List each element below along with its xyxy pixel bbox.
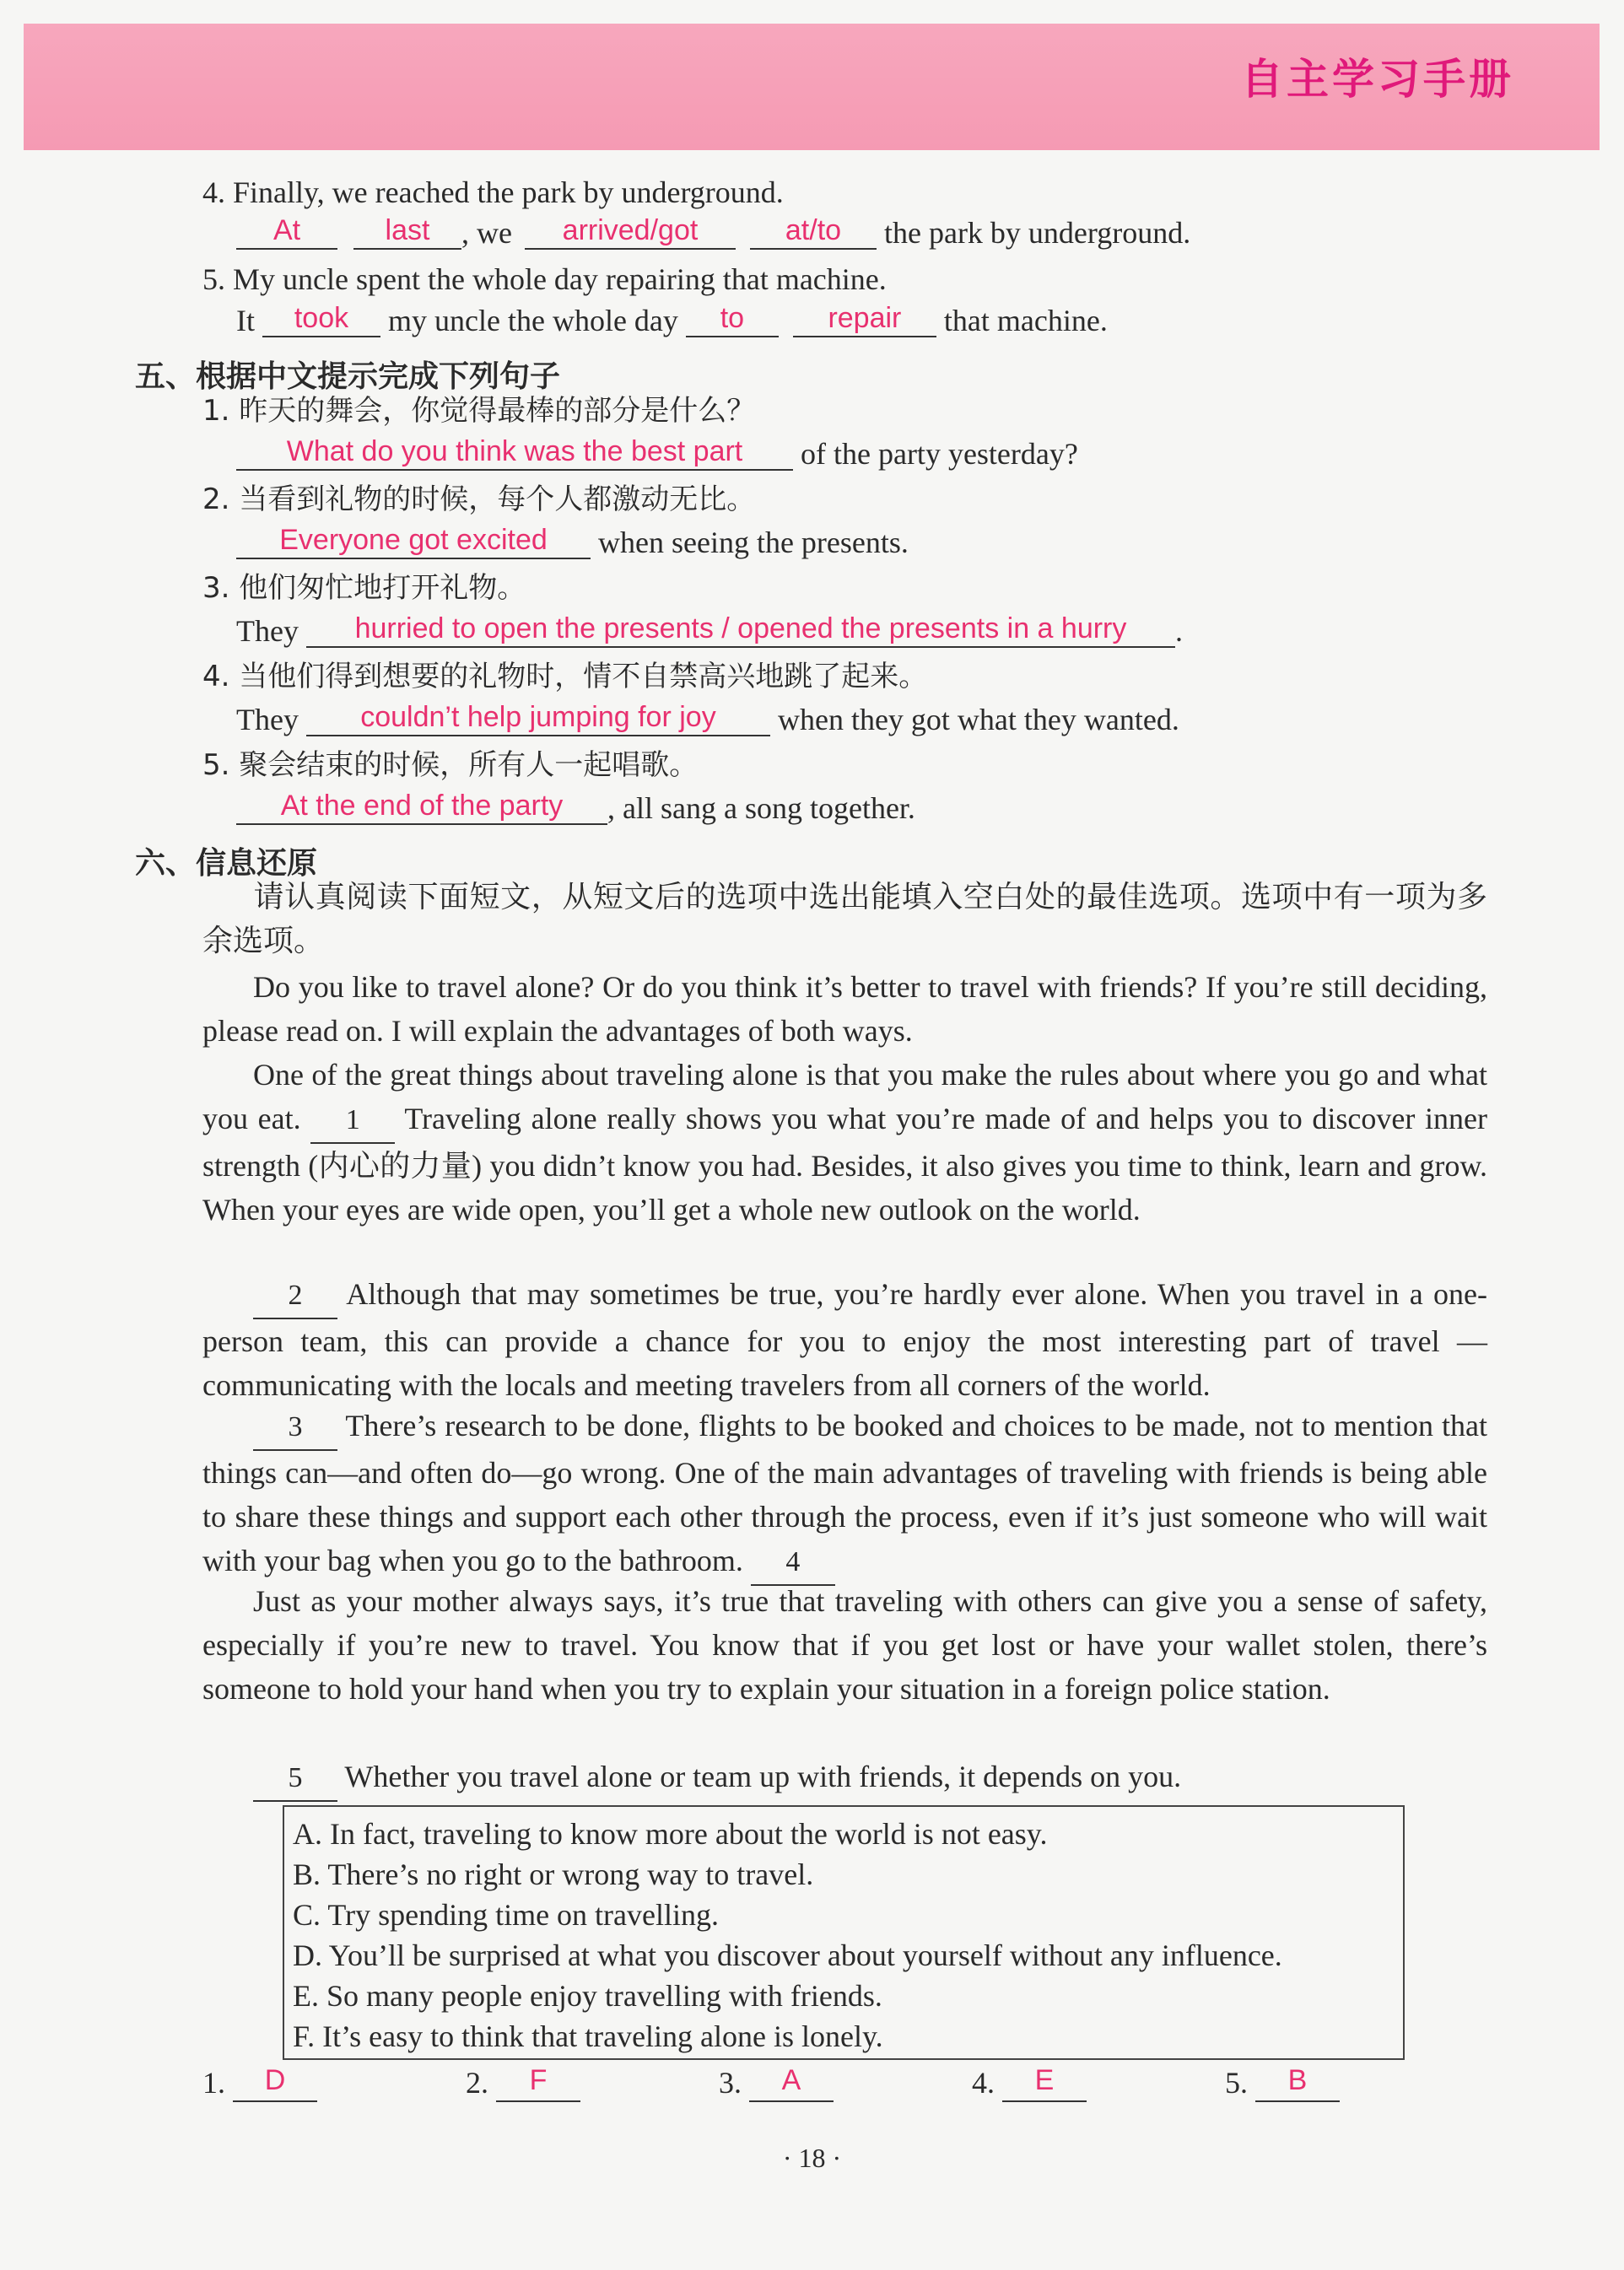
s5-q4-answer[interactable]: couldn’t help jumping for joy (306, 703, 770, 736)
option-f: F. It’s easy to think that traveling alone is lonely. (293, 2019, 883, 2053)
q4-answer-line (236, 214, 1191, 253)
s5-q3-tail: . (1174, 614, 1183, 648)
answer-3-value[interactable]: A (749, 2064, 834, 2102)
s5-q5-answer[interactable]: At the end of the party (236, 791, 607, 825)
answer-1-value[interactable]: D (233, 2064, 317, 2102)
passage-blank-2: 2 (253, 1274, 337, 1319)
answer-4-value[interactable]: E (1002, 2064, 1087, 2102)
q5-pre: It (236, 304, 255, 337)
q5-mid: my uncle the whole day (388, 304, 678, 337)
s5-q4-pre: They (236, 703, 299, 736)
q4-blank-4[interactable]: at/to (750, 216, 877, 250)
section6-heading: 六、信息还原 (135, 846, 318, 881)
q4-blank-3[interactable]: arrived/got (525, 216, 736, 250)
option-c: C. Try spending time on travelling. (293, 1898, 720, 1932)
s5-q2-answer-line (236, 524, 909, 563)
s5-q2-cn: 2. 当看到礼物的时候，每个人都激动无比。 (202, 483, 756, 516)
s5-q3-cn: 3. 他们匆忙地打开礼物。 (202, 571, 526, 605)
q4-blank-1[interactable]: At (236, 216, 337, 250)
s5-q4-tail: when they got what they wanted. (777, 703, 1179, 736)
s5-q4-cn: 4. 当他们得到想要的礼物时，情不自禁高兴地跳了起来。 (202, 660, 928, 693)
q5-blank-3[interactable]: repair (793, 304, 936, 337)
s6-paragraph-4: 3 There’s research to be done, flights to be booked and choices to be made, not to mention that things can—and often do—go wrong. One of the main advantages of traveling with friends is being able to share these things and support each other through the process, even if it’s just someone who will wait with your bag when you go to the bathroom. 4 (202, 1404, 1487, 1586)
section5-heading: 五、根据中文提示完成下列句子 (135, 359, 561, 394)
passage-blank-5: 5 (253, 1756, 337, 1802)
answer-2: 2. F (466, 2065, 580, 2106)
q5-blank-2[interactable]: to (686, 304, 779, 337)
s5-q5-answer-line (236, 790, 915, 828)
s5-q1-answer-line (236, 435, 1078, 474)
answer-2-value[interactable]: F (496, 2064, 580, 2102)
s5-q1-tail: of the party yesterday? (801, 437, 1078, 471)
answer-1: 1. D (202, 2065, 317, 2106)
option-d: D. You’ll be surprised at what you discover about yourself without any influence. (293, 1938, 1282, 1972)
option-b: B. There’s no right or wrong way to travel. (293, 1858, 814, 1891)
q5-blank-1[interactable]: took (262, 304, 380, 337)
s5-q3-pre: They (236, 614, 299, 648)
s6-instruction: 请认真阅读下面短文，从短文后的选项中选出能填入空白处的最佳选项。选项中有一项为多余选项。 (202, 880, 1487, 958)
answer-5: 5. B (1225, 2065, 1340, 2106)
s6-paragraph-2: One of the great things about traveling alone is that you make the rules about where you go and what you eat. 1 Traveling alone really shows you what you’re made of and helps you to discover inner strength (内心的力量) you didn’t know you had. Besides, it also gives you time to think, learn and grow. When your eyes are wide open, you’ll get a whole new outlook on the world. (202, 1058, 1487, 1227)
s5-q3-answer[interactable]: hurried to open the presents / opened the presents in a hurry (306, 614, 1175, 648)
s5-q5-cn: 5. 聚会结束的时候，所有人一起唱歌。 (202, 748, 699, 782)
answer-5-value[interactable]: B (1255, 2064, 1340, 2102)
s5-q3-answer-line (236, 612, 1183, 651)
passage-blank-1: 1 (310, 1098, 395, 1144)
q4-prompt: 4. Finally, we reached the park by underground. (202, 175, 784, 209)
passage-blank-3: 3 (253, 1405, 337, 1451)
header-title: 自主学习手册 (1241, 55, 1514, 104)
option-e: E. So many people enjoy travelling with friends. (293, 1979, 882, 2013)
s5-q5-tail: , all sang a song together. (607, 791, 915, 825)
answer-4: 4. E (972, 2065, 1087, 2106)
q4-blank-2[interactable]: last (353, 216, 461, 250)
s5-q1-answer[interactable]: What do you think was the best part (236, 437, 793, 471)
s6-paragraph-3: 2 Although that may sometimes be true, you’re hardly ever alone. When you travel in a one-person team, this can provide a chance for you to enjoy the most interesting part of travel —communicating with the locals and meeting travelers from all corners of the world. (202, 1272, 1487, 1407)
q5-answer-line (236, 302, 1108, 341)
s5-q2-answer[interactable]: Everyone got excited (236, 526, 591, 559)
options-box (283, 1805, 1405, 2060)
answer-3: 3. A (719, 2065, 834, 2106)
q4-tail: the park by underground. (883, 216, 1191, 250)
s5-q1-cn: 1. 昨天的舞会，你觉得最棒的部分是什么？ (202, 394, 756, 428)
q5-prompt: 5. My uncle spent the whole day repairing that machine. (202, 262, 887, 296)
q4-mid: , we (461, 216, 512, 250)
passage-blank-4: 4 (751, 1540, 835, 1586)
s5-q4-answer-line (236, 701, 1179, 740)
s6-paragraph-5: Just as your mother always says, it’s true that traveling with others can give you a sense of safety, especially if you’re new to travel. You know that if you get lost or have your wallet stolen, there’s someone to hold your hand when you try to explain your situation in a foreign police station. (202, 1584, 1487, 1706)
s5-q2-tail: when seeing the presents. (598, 526, 909, 559)
s6-paragraph-1: Do you like to travel alone? Or do you think it’s better to travel with friends? If you’re still deciding, please read on. I will explain the advantages of both ways. (202, 970, 1487, 1048)
q5-tail: that machine. (943, 304, 1108, 337)
page-number: · 18 · (782, 2143, 842, 2173)
option-a: A. In fact, traveling to know more about the world is not easy. (293, 1817, 1048, 1851)
s6-paragraph-6: 5 Whether you travel alone or team up with friends, it depends on you. (202, 1755, 1487, 1802)
